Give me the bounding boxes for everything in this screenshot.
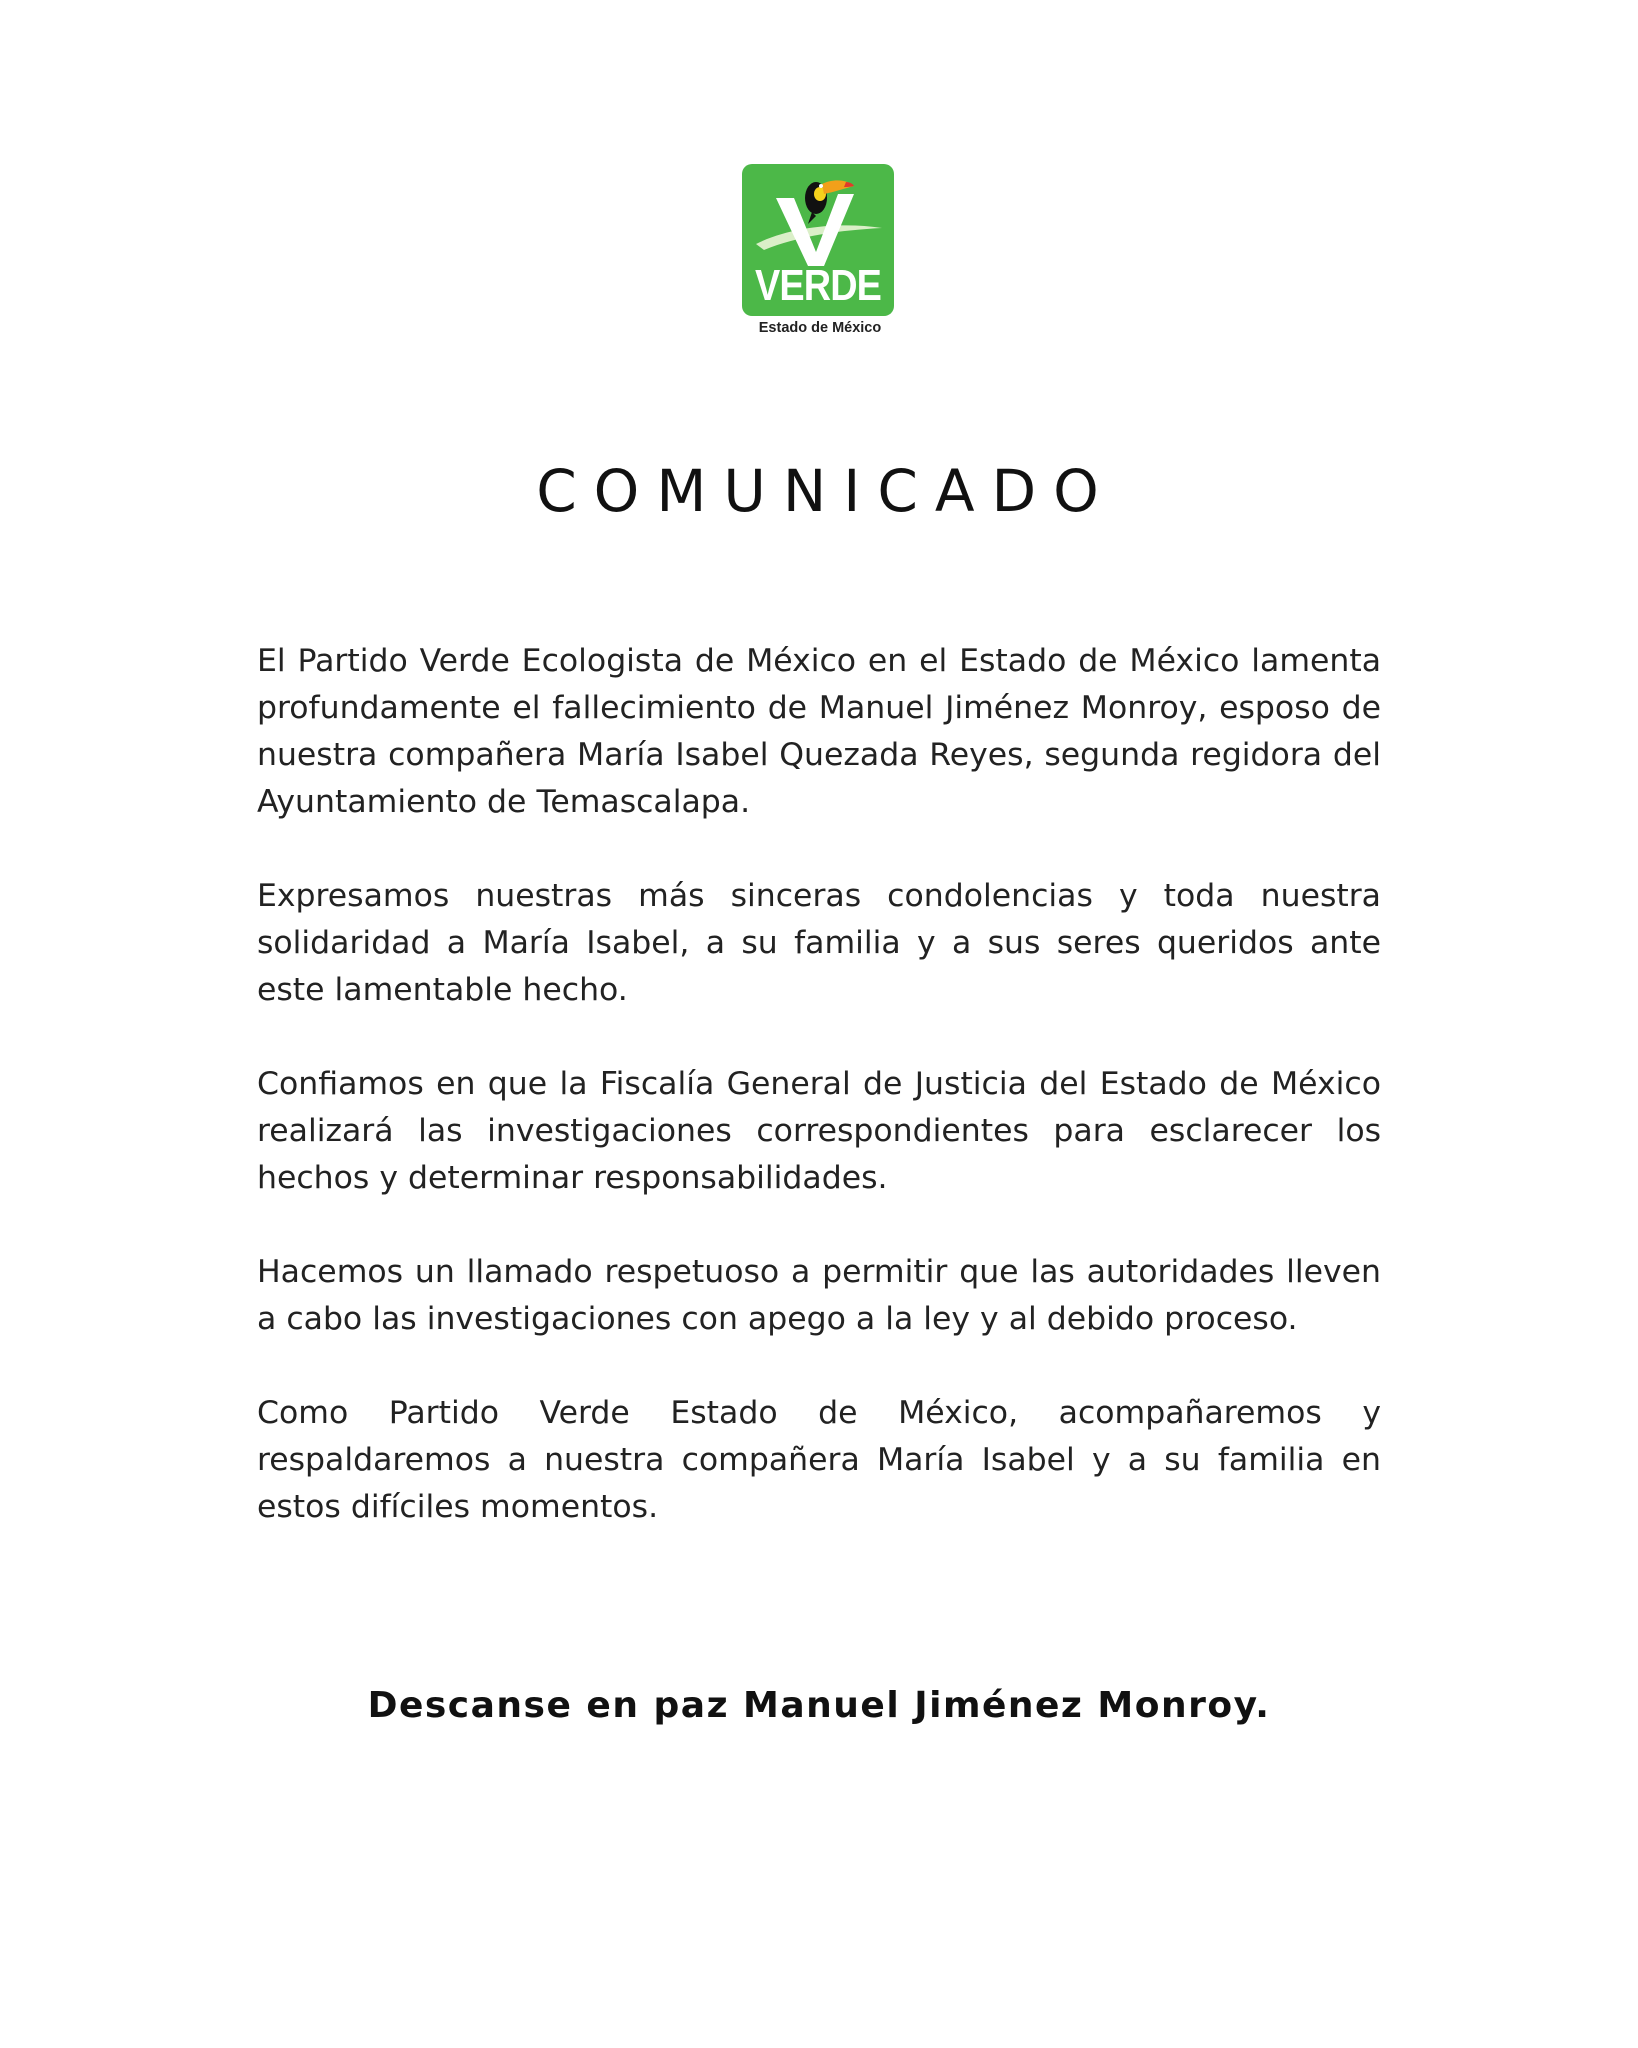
paragraph-condolences: Expresamos nuestras más sinceras condolencias y toda nuestra solidaridad a María Isabel, a su familia y a sus seres queridos ante este lamentable hecho. (257, 878, 1381, 1008)
statement-body (257, 638, 1381, 1578)
logo-wordmark: VERDE (754, 261, 882, 310)
paragraph-support: Como Partido Verde Estado de México, acompañaremos y respaldaremos a nuestra compañera María Isabel y a su familia en estos difíciles momentos. (257, 1395, 1381, 1525)
closing-line: Descanse en paz Manuel Jiménez Monroy. (367, 1685, 1271, 1726)
paragraph-condolence-announcement: El Partido Verde Ecologista de México en el Estado de México lamenta profundamente el fallecimiento de Manuel Jiménez Monroy, esposo de nuestra compañera María Isabel Quezada Reyes, segunda regidora del Ayuntamiento de Temascalapa. (257, 643, 1381, 820)
paragraph-fiscalia: Confiamos en que la Fiscalía General de Justicia del Estado de México realizará las investigaciones correspondientes para esclarecer los hechos y determinar responsabilidades. (257, 1066, 1381, 1196)
logo-subtitle: Estado de México (758, 320, 882, 336)
logo-badge (742, 164, 894, 316)
party-logo (740, 162, 900, 344)
paragraph-call-to-respect: Hacemos un llamado respetuoso a permitir que las autoridades lleven a cabo las investigaciones con apego a la ley y al debido proceso. (257, 1254, 1381, 1337)
page-title: COMUNICADO (536, 457, 1116, 525)
